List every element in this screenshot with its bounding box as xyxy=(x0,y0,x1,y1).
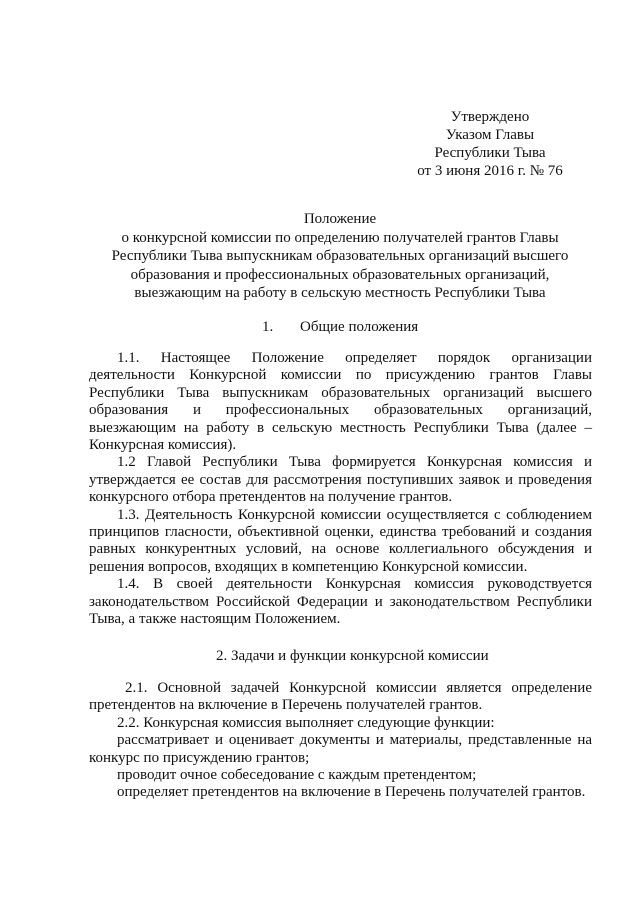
section-2-body xyxy=(89,680,592,802)
paragraph-1-3: 1.3. Деятельность Конкурсной комиссии осуществляется с соблюдением принципов гласности, объективной оценки, единства требований и создания равных конкурентных условий, на основе коллегиального обсуждения и решения вопросов, входящих в компетенцию Конкурсной комиссии. xyxy=(89,506,592,575)
title-line: Республики Тыва выпускникам образовательных организаций высшего xyxy=(111,248,569,264)
title-line: Положение xyxy=(303,211,377,227)
section-1-body xyxy=(89,350,592,629)
function-item: рассматривает и оценивает документы и материалы, представленные на конкурс по присуждению грантов; xyxy=(89,732,592,766)
title-line: образования и профессиональных образовательных организаций, xyxy=(130,266,550,283)
title-line: о конкурсной комиссии по определению получателей грантов Главы xyxy=(121,229,559,246)
paragraph-1-4: 1.4. В своей деятельности Конкурсная комиссия руководствуется законодательством Российской Федерации и законодательством Республики Тыва, а также настоящим Положением. xyxy=(89,576,592,628)
approval-line: Республики Тыва xyxy=(434,145,546,161)
paragraph-1-2: 1.2 Главой Республики Тыва формируется Конкурсная комиссия и утверждается ее состав для рассмотрения поступивших заявок и проведения конкурсного отбора претендентов на получение грантов. xyxy=(89,454,592,506)
approval-stamp xyxy=(390,108,590,180)
section-1-number: 1. xyxy=(262,319,274,335)
approval-date-line: от 3 июня 2016 г. № 76 xyxy=(417,163,563,179)
paragraph-1-1: 1.1. Настоящее Положение определяет порядок организации деятельности Конкурсной комиссии по присуждению грантов Главы Республики Тыва выпускникам образовательных организаций высшего образования и профессиональных образовательных организаций, выезжающим на работу в сельскую местность Республики Тыва (далее – Конкурсная комиссия). xyxy=(89,350,592,454)
title-line: выезжающим на работу в сельскую местность Республики Тыва xyxy=(134,285,546,301)
section-2-heading: 2. Задачи и функции конкурсной комиссии xyxy=(216,648,489,664)
document-title xyxy=(90,210,590,303)
section-1-title: Общие положения xyxy=(300,319,419,335)
approval-line: Утверждено xyxy=(450,109,530,125)
paragraph-2-2: 2.2. Конкурсная комиссия выполняет следующие функции: xyxy=(117,714,495,731)
paragraph-2-1: 2.1. Основной задачей Конкурсной комиссии является определение претендентов на включение в Перечень получателей грантов. xyxy=(89,680,592,714)
function-item: проводит очное собеседование с каждым претендентом; xyxy=(117,767,477,784)
function-item: определяет претендентов на включение в Перечень получателей грантов. xyxy=(117,784,586,801)
approval-line: Указом Главы xyxy=(445,127,535,143)
